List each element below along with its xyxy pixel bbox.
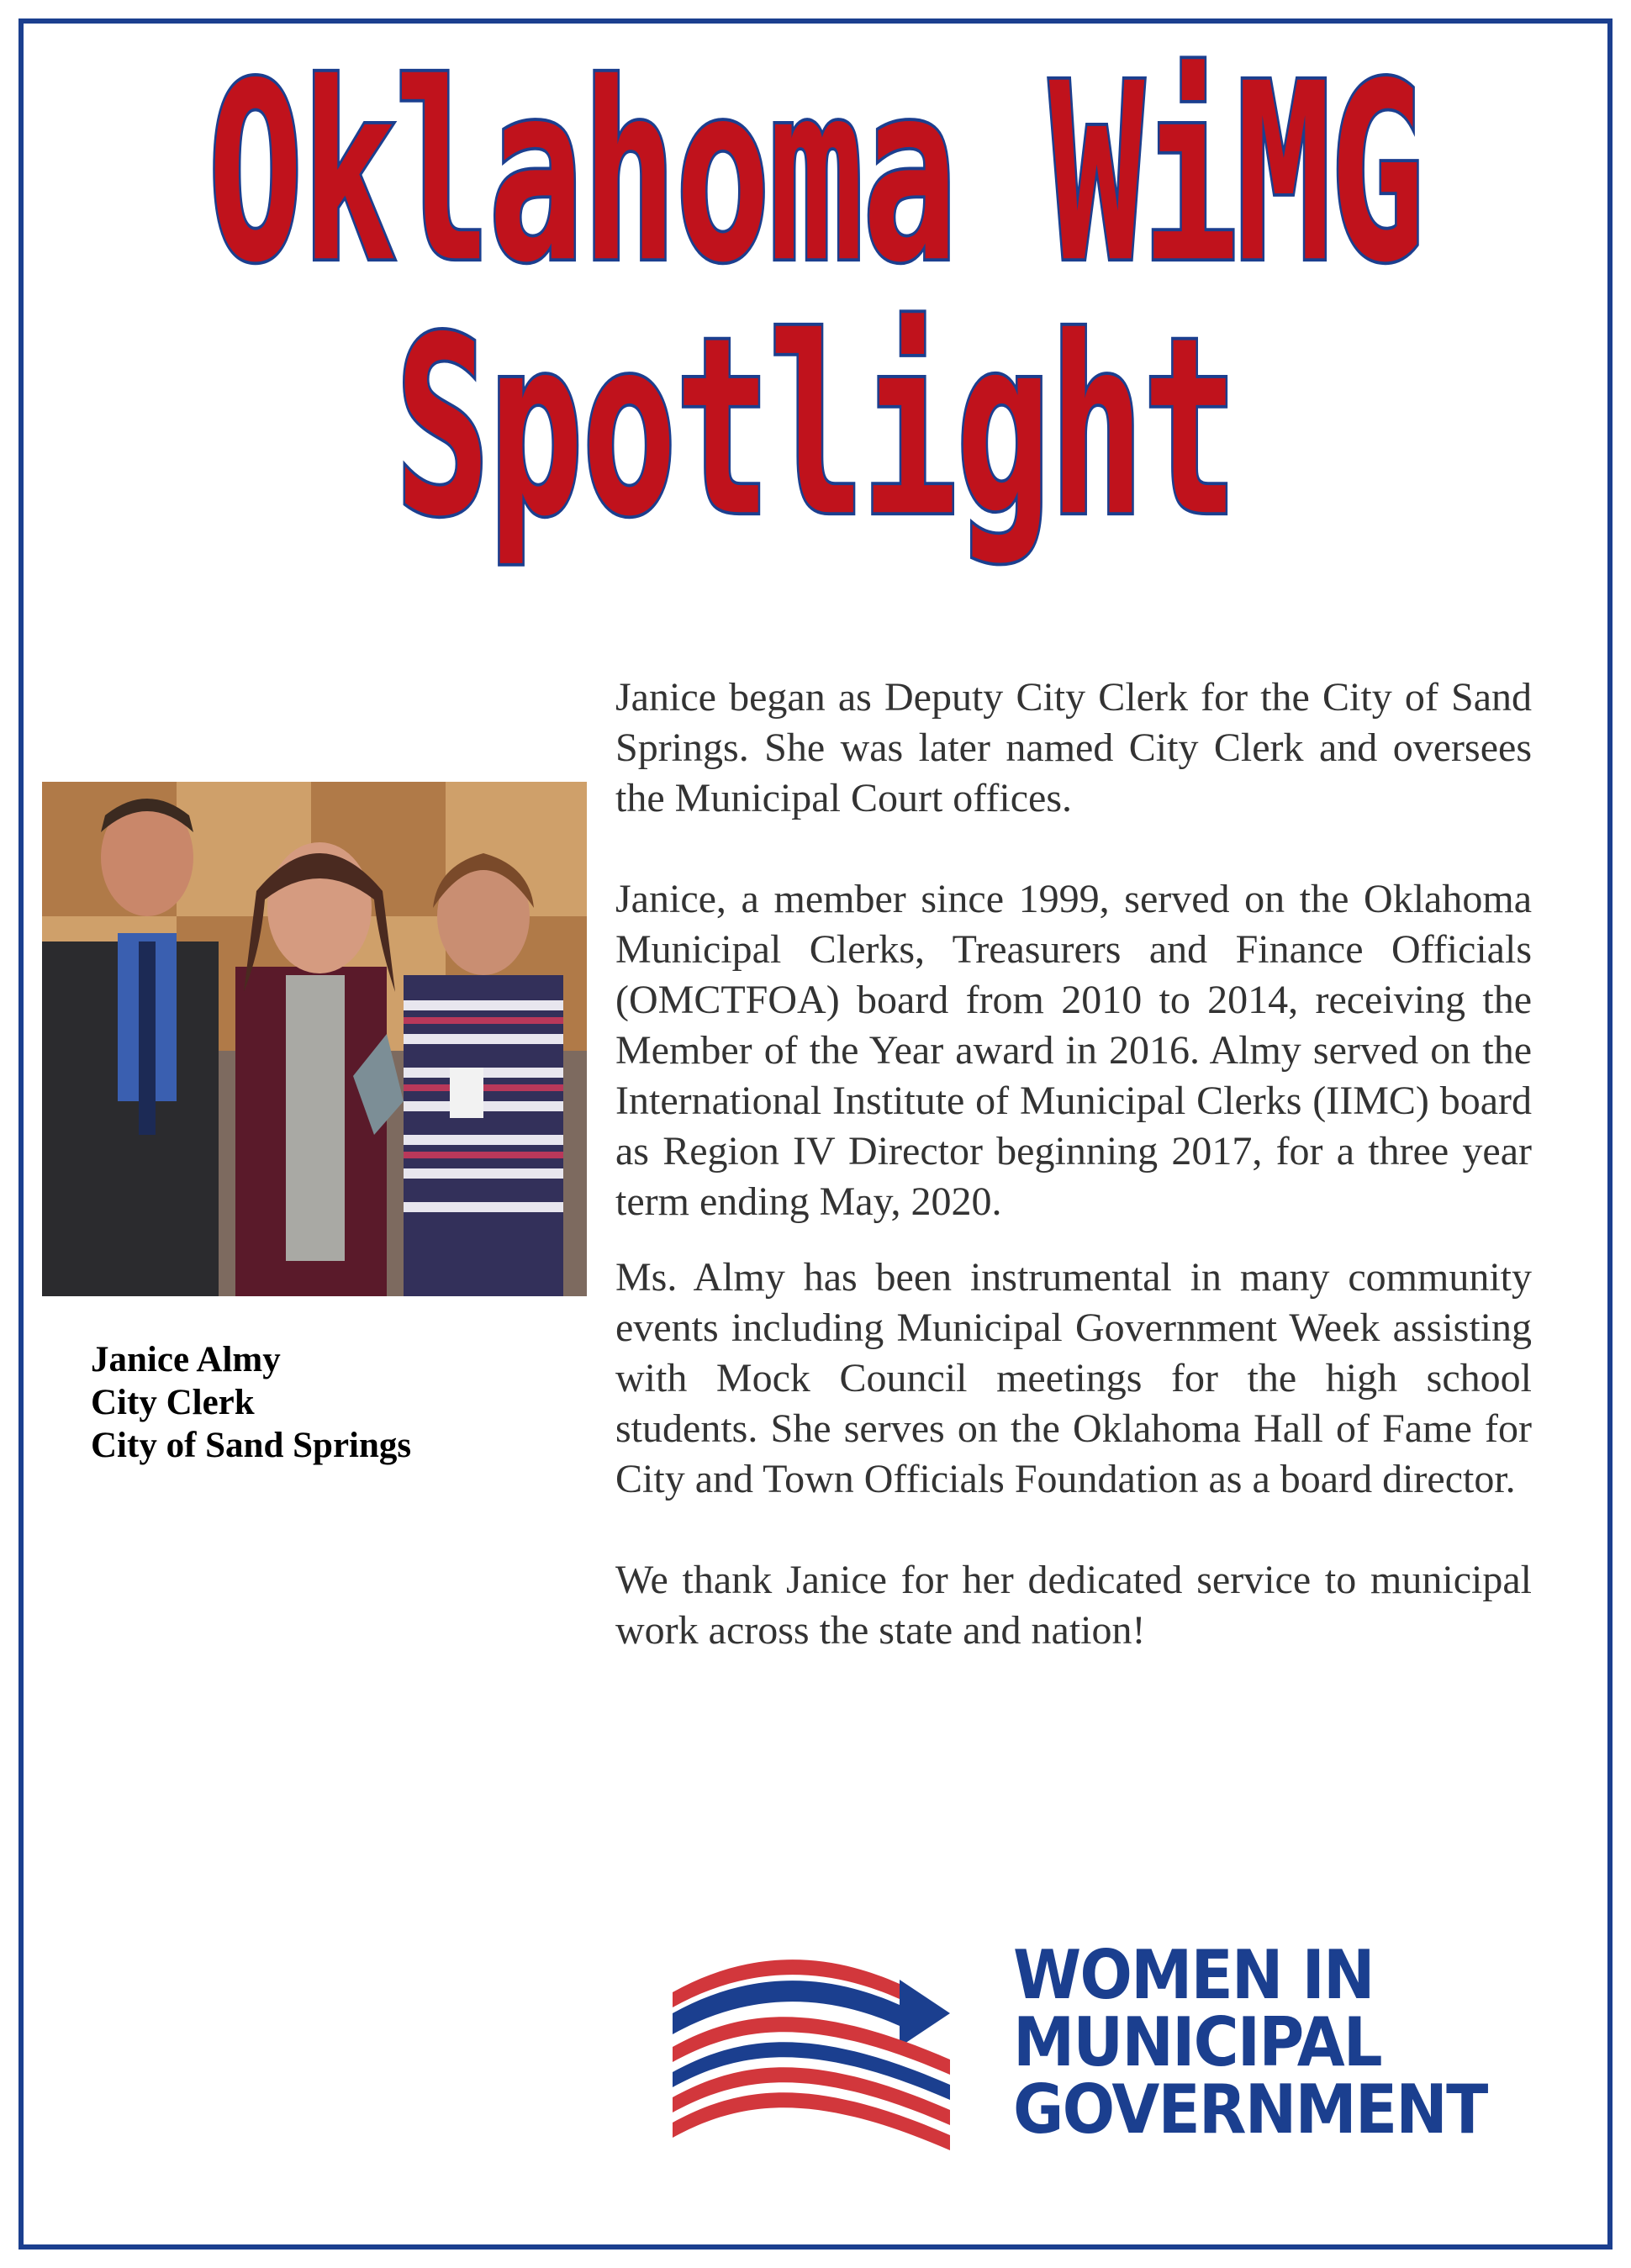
logo-line-2: MUNICIPAL (1013, 2003, 1381, 2081)
article-paragraph: Ms. Almy has been instrumental in many community events including Municipal Government Week assisting with Mock Council meetings for the high school students. She serves on the Oklahoma Hall of Fame for City and Town Officials Foundation as a board director. (615, 1255, 1532, 1501)
article-body (615, 672, 1532, 1656)
logo-wordmark (1013, 1936, 1487, 2149)
title-line-1: Oklahoma WiMG (208, 31, 1423, 317)
spotlight-photo (42, 782, 587, 1296)
logo-line-1: WOMEN IN (1013, 1936, 1374, 2014)
photo-caption (91, 1338, 528, 1467)
caption-role: City Clerk (91, 1383, 255, 1422)
caption-org: City of Sand Springs (91, 1426, 412, 1465)
caption-name: Janice Almy (91, 1340, 281, 1379)
article-paragraph: We thank Janice for her dedicated service to municipal work across the state and nation! (615, 1558, 1532, 1653)
article-paragraph: Janice began as Deputy City Clerk for the City of Sand Springs. She was later named City Clerk and oversees the Municipal Court offices. (615, 675, 1532, 820)
logo-line-3: GOVERNMENT (1013, 2070, 1487, 2149)
flag-arrow-icon (673, 1933, 1026, 2160)
wimg-logo (673, 1933, 1547, 2160)
photo-icon (42, 782, 587, 1296)
title-line-2: Spotlight (394, 285, 1237, 571)
article-paragraph: Janice, a member since 1999, served on the Oklahoma Municipal Clerks, Treasurers and Finance Officials (OMCTFOA) board from 2010 to 2014, receiving the Member of the Year award in 2016. Almy served on the International Institute of Municipal Clerks (IIMC) board as Region IV Director beginning 2017, for a three year term ending May, 2020. (615, 877, 1532, 1224)
